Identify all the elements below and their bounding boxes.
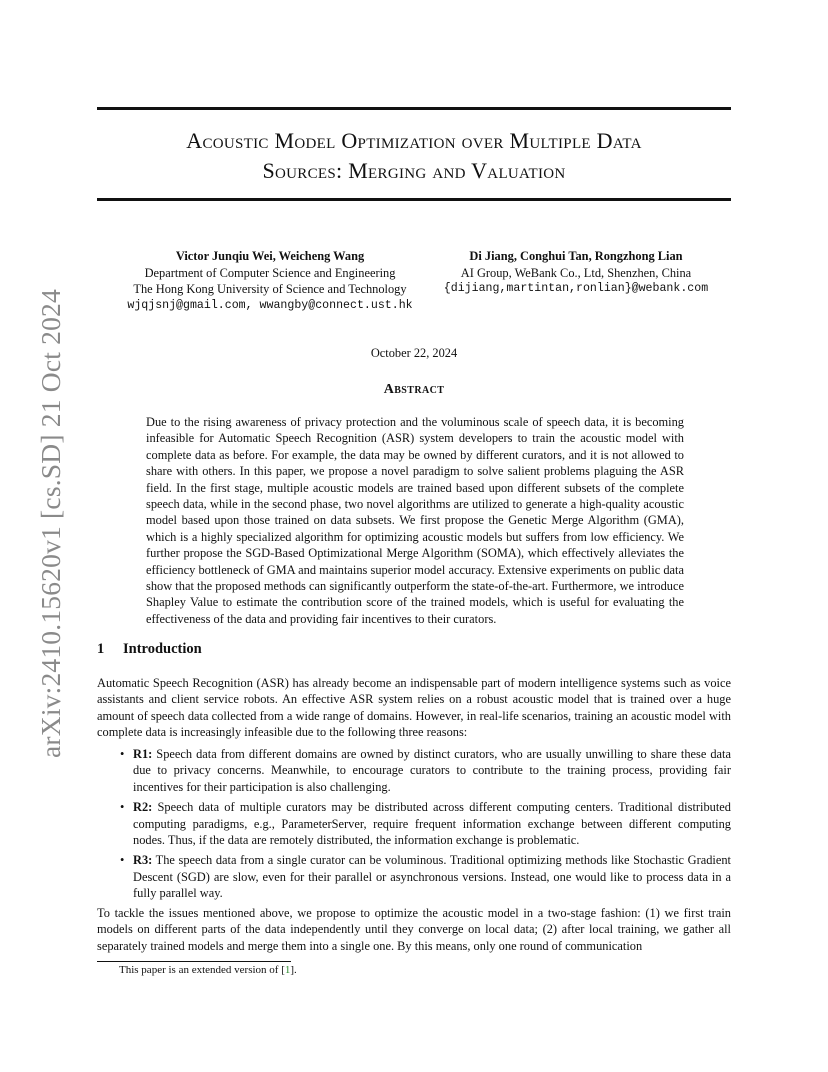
author-emails-right: {dijiang,martintan,ronlian}@webank.com <box>443 282 709 295</box>
title-line-1: Acoustic Model Optimization over Multiple Data <box>186 128 642 153</box>
title-line-2: Sources: Merging and Valuation <box>262 158 566 183</box>
author-block-right <box>432 248 720 298</box>
author-emails-left: wjqjsnj@gmail.com, wwangby@connect.ust.hk <box>127 298 413 312</box>
author-affiliation-left: The Hong Kong University of Science and Technology <box>133 282 407 296</box>
reason-text: Speech data of multiple curators may be distributed across different computing centers. Traditional distributed computing paradigms, e.g., ParameterServer, require frequent information exchange between different computing nodes. Thus, if the data are remotely distributed, the information exchange is problematic. <box>133 800 731 848</box>
arxiv-identifier-stamp: arXiv:2410.15620v1 [cs.SD] 21 Oct 2024 <box>35 289 66 758</box>
reason-label: R2: <box>133 800 153 815</box>
footnote-text: This paper is an extended version of <box>119 964 282 976</box>
author-dept-left: Department of Computer Science and Engineering <box>144 265 396 280</box>
author-affiliation-right: AI Group, WeBank Co., Ltd, Shenzhen, China <box>460 265 692 280</box>
reason-text: Speech data from different domains are owned by distinct curators, who are usually unwilling to share these data due to privacy concerns. Meanwhile, to encourage curators to contribute to the training process, providing fair incentives for their participation is also challenging. <box>133 747 731 794</box>
reason-label: R3: <box>133 853 153 868</box>
section-title: Introduction <box>123 641 202 657</box>
title-bottom-rule <box>97 198 731 201</box>
paper-date: October 22, 2024 <box>370 346 458 360</box>
citation-link[interactable]: 1 <box>284 964 291 976</box>
author-names-left: Victor Junqiu Wei, Weicheng Wang <box>175 249 365 263</box>
title-top-rule <box>97 107 731 110</box>
section-number: 1 <box>97 641 105 657</box>
footnote-end: . <box>294 964 297 976</box>
bullet-icon: • <box>120 853 125 868</box>
approach-paragraph: To tackle the issues mentioned above, we propose to optimize the acoustic model in a two-stage fashion: (1) we first train models on different parts of the data independently until they converge on local data; (2) after local training, we gather all separately trained models and merge them into a single one. By this means, only one round of communication <box>97 906 731 953</box>
reasons-list <box>120 746 732 906</box>
abstract-heading: Abstract <box>383 382 445 397</box>
bullet-icon: • <box>120 747 125 761</box>
footnote: This paper is an extended version of [1]. <box>119 964 297 976</box>
reason-label: R1: <box>133 747 153 761</box>
reason-text: The speech data from a single curator can be voluminous. Traditional optimizing methods like Stochastic Gradient Descent (SGD) are slow, even for their parallel or asynchronous versions. Instead, one would like to process data in a fully parallel way. <box>133 853 732 901</box>
bullet-icon: • <box>120 800 125 815</box>
list-item <box>120 746 731 795</box>
author-names-right: Di Jiang, Conghui Tan, Rongzhong Lian <box>469 249 683 263</box>
intro-paragraph: Automatic Speech Recognition (ASR) has already become an indispensable part of modern intelligence systems such as voice assistants and client service robots. An effective ASR system relies on a robust acoustic model that is trained over a huge amount of speech data collected from a wide range of domains. However, in real-life scenarios, training an acoustic model with complete data is increasingly infeasible due to the following three reasons: <box>97 676 731 740</box>
abstract-text: Due to the rising awareness of privacy protection and the voluminous scale of speech data, it is becoming infeasible for Automatic Speech Recognition (ASR) system developers to train the acoustic model with complete data as before. For example, the data may be owned by different curators, and it is not allowed to share with others. In this paper, we propose a novel paradigm to solve salient problems plaguing the ASR field. In the first stage, multiple acoustic models are trained based upon different subsets of the complete speech data, while in the second phase, two novel algorithms are utilized to generate a high-quality acoustic model based upon those trained on data subsets. We first propose the Genetic Merge Algorithm (GMA), which is a highly specialized algorithm for optimizing acoustic models but suffers from low efficiency. We further propose the SGD-Based Optimizational Merge Algorithm (SOMA), which effectively alleviates the efficiency bottleneck of GMA and maintains superior model accuracy. Extensive experiments on public data show that the proposed methods can significantly outperform the state-of-the-art. Furthermore, we introduce Shapley Value to estimate the contribution score of the trained models, which is useful for evaluating the effectiveness of the data and providing fair incentives to their curators. <box>146 415 684 626</box>
section-heading-introduction <box>97 641 202 658</box>
list-item <box>120 852 732 901</box>
list-item <box>120 799 731 848</box>
author-block-left <box>110 248 430 314</box>
paper-title <box>97 126 731 186</box>
footnote-rule <box>97 961 291 962</box>
